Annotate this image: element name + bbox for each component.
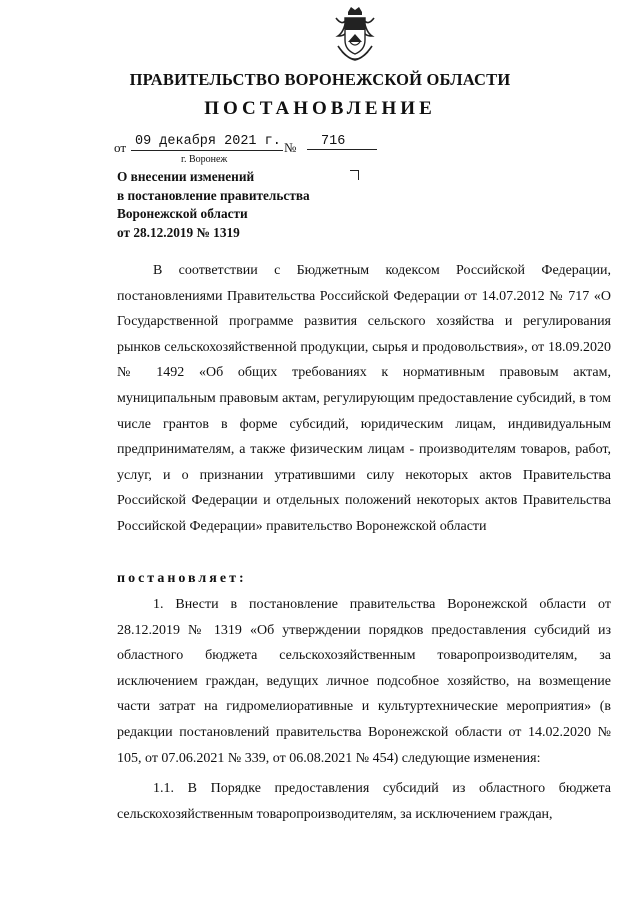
number-prefix: №	[284, 140, 297, 155]
date-prefix: от	[114, 140, 127, 155]
subject-line: в постановление правительства	[117, 187, 310, 203]
item-1-paragraph: 1. Внести в постановление правительства Воронежской области от 28.12.2019 № 1319 «Об утверждении порядков предоставления субсидий из областного бюджета сельскохозяйственным товаропроизводителям, за исключением граждан, ведущих личное подсобное хозяйство, на возмещение части затрат на гидромелиоративные и культуртехнические мероприятия» (в редакции постановлений правительства Воронежской области от 14.02.2020 № 105, от 07.06.2021 № 339, от 06.08.2021 № 454) следующие изменения:	[117, 597, 611, 766]
intro-paragraph: В соответствии с Бюджетным кодексом Российской Федерации, постановлениями Правительства Российской Федерации от 14.07.2012 № 717 «О Государственной программе развития сельского хозяйства и регулирования рынков сельскохозяйственной продукции, сырья и продовольствия», от 18.09.2020 № 1492 «Об общих требованиях к нормативным правовым актам, муниципальным правовым актам, регулирующим предоставление субсидий, в том числе грантов в форме субсидий, юридическим лицам, индивидуальным предпринимателям, а также физическим лицам - производителям товаров, работ, услуг, и о признании утратившими силу некоторых актов Правительства Российской Федерации и отдельных положений некоторых актов Правительства Российской Федерации» правительство Воронежской области	[117, 263, 611, 534]
subject-line: от 28.12.2019 № 1319	[117, 224, 240, 240]
document-type: ПОСТАНОВЛЕНИЕ	[204, 98, 436, 119]
subject-line: Воронежской области	[117, 206, 248, 221]
subject-line: О внесении изменений	[117, 169, 255, 184]
document-date: 09 декабря 2021 г.	[131, 134, 283, 151]
city: г. Воронеж	[181, 154, 228, 165]
date-number-line	[114, 132, 374, 154]
subject-heading	[117, 168, 347, 242]
government-title: ПРАВИТЕЛЬСТВО ВОРОНЕЖСКОЙ ОБЛАСТИ	[129, 70, 511, 89]
subject-corner-mark	[350, 170, 359, 180]
resolves-word: постановляет:	[117, 571, 247, 586]
coat-of-arms-icon	[332, 6, 378, 66]
item-1-1-paragraph: 1.1. В Порядке предоставления субсидий из областного бюджета сельскохозяйственным товаропроизводителям, за исключением граждан,	[117, 781, 611, 822]
document-number: 716	[307, 134, 377, 150]
